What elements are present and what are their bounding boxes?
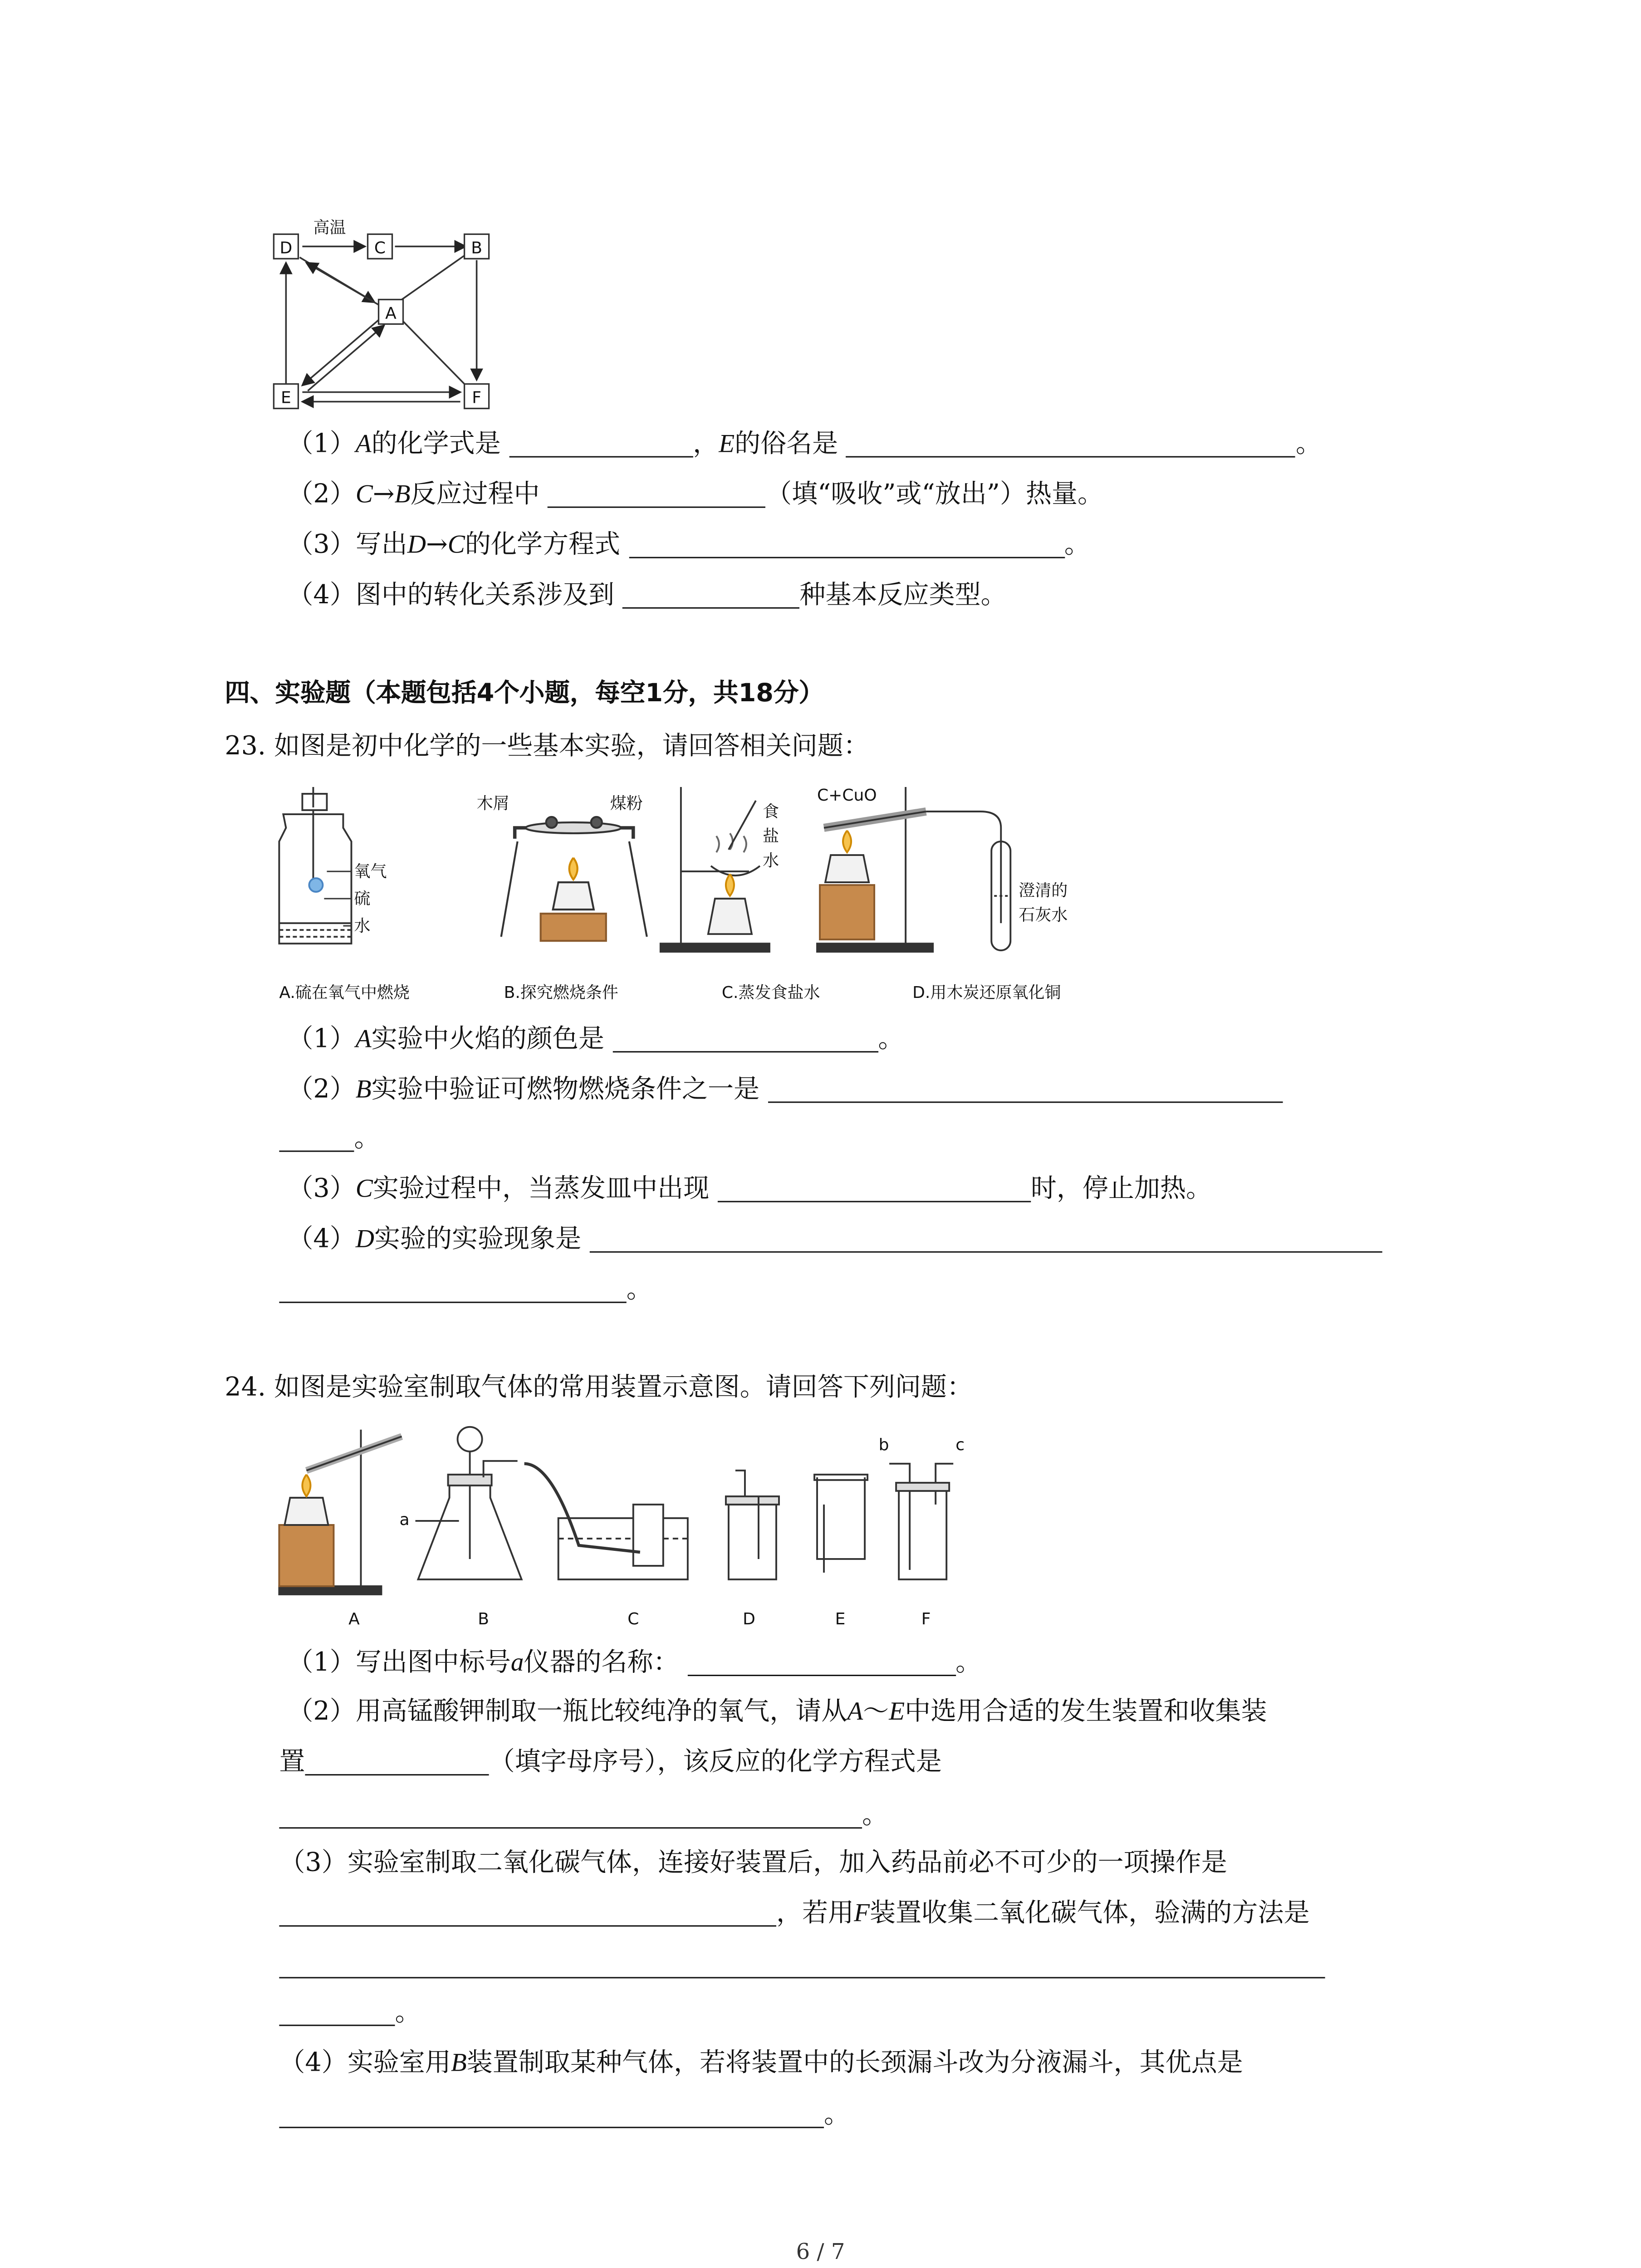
- q24-stem: 24. 如图是实验室制取气体的常用装置示意图。请回答下列问题：: [225, 1372, 973, 1403]
- answer-blank[interactable]: [279, 1950, 1325, 1978]
- q24-line-2c: 。: [279, 1797, 888, 1833]
- q24-line-3d: 。: [279, 1994, 421, 2030]
- caption-d: D.用木炭还原氧化铜: [912, 983, 1061, 1002]
- label-salt-2: 盐: [762, 827, 779, 846]
- answer-blank[interactable]: [589, 1224, 1382, 1253]
- caption-c: C.蒸发食盐水: [721, 983, 820, 1002]
- q24-line-4b: 。: [279, 2097, 850, 2132]
- answer-blank[interactable]: [548, 479, 766, 508]
- answer-blank[interactable]: [279, 1123, 354, 1152]
- answer-blank[interactable]: [279, 1275, 626, 1303]
- answer-blank[interactable]: [279, 1800, 862, 1828]
- jar-apparatus: [279, 787, 351, 943]
- answer-blank[interactable]: [279, 1997, 395, 2026]
- answer-blank[interactable]: [305, 1747, 489, 1775]
- label-salt-1: 食: [762, 802, 779, 821]
- label-salt-3: 水: [762, 851, 779, 870]
- answer-blank[interactable]: [628, 530, 1064, 558]
- q23-line-2: （2）B实验中验证可燃物燃烧条件之一是: [287, 1071, 1283, 1108]
- node-c: C: [374, 239, 386, 258]
- answer-blank[interactable]: [279, 2100, 824, 2128]
- node-b: B: [471, 239, 482, 258]
- label-limewater-2: 石灰水: [1019, 906, 1068, 925]
- q23-line-3: （3）C实验过程中，当蒸发皿中出现 时，停止加热。: [287, 1173, 1212, 1204]
- q23-line-1: （1）A实验中火焰的颜色是 。: [287, 1024, 904, 1054]
- answer-blank[interactable]: [612, 1024, 878, 1052]
- label-coal-powder: 煤粉: [610, 794, 643, 813]
- q24-line-3b: ，若用F装置收集二氧化碳气体，验满的方法是: [279, 1895, 1309, 1932]
- answer-blank[interactable]: [768, 1074, 1283, 1103]
- caption-apparatus-e: E: [835, 1610, 846, 1629]
- label-b: b: [878, 1435, 889, 1454]
- answer-blank[interactable]: [717, 1173, 1030, 1202]
- q22-line-2: （2）C→B反应过程中 （填“吸收”或“放出”）热量。: [287, 479, 1104, 509]
- node-d: D: [279, 239, 293, 258]
- label-a: a: [399, 1510, 410, 1529]
- q24-line-2: （2）用高锰酸钾制取一瓶比较纯净的氧气，请从A～E中选用合适的发生装置和收集装: [287, 1696, 1267, 1727]
- node-f: F: [472, 388, 481, 407]
- q23-line-4b: 。: [279, 1272, 652, 1307]
- tripod-apparatus: [501, 817, 647, 941]
- conversion-diagram: [272, 218, 504, 415]
- label-sulfur: 硫: [354, 890, 371, 909]
- page-number: 6 / 7: [796, 2238, 845, 2264]
- q23-stem: 23. 如图是初中化学的一些基本实验，请回答相关问题：: [225, 731, 869, 761]
- q24-line-4: （4）实验室用B装置制取某种气体，若将装置中的长颈漏斗改为分液漏斗，其优点是: [279, 2048, 1243, 2078]
- q24-line-1: （1）写出图中标号a仪器的名称： 。: [287, 1647, 982, 1678]
- answer-blank[interactable]: [279, 1898, 776, 1926]
- caption-apparatus-a: A: [348, 1610, 360, 1629]
- evaporation-apparatus: [661, 787, 769, 952]
- label-limewater-1: 澄清的: [1019, 881, 1068, 900]
- q24-line-2b: 置 （填字母序号），该反应的化学方程式是: [279, 1747, 942, 1777]
- label-c-cuo: C+CuO: [817, 786, 877, 805]
- q23-figure: [272, 787, 1117, 1012]
- caption-b: B.探究燃烧条件: [504, 983, 618, 1002]
- caption-apparatus-f: F: [921, 1610, 931, 1629]
- caption-apparatus-d: D: [743, 1610, 755, 1629]
- answer-blank[interactable]: [509, 429, 693, 458]
- q24-figure: [279, 1423, 987, 1627]
- q24-line-3: （3）实验室制取二氧化碳气体，连接好装置后，加入药品前必不可少的一项操作是: [279, 1848, 1227, 1878]
- node-a: A: [385, 304, 397, 323]
- label-oxygen: 氧气: [354, 862, 387, 881]
- q22-line-1: （1）A的化学式是 ，E的俗名是 。: [287, 429, 1322, 459]
- q23-line-2b: 。: [279, 1120, 380, 1156]
- node-e: E: [280, 388, 291, 407]
- section-title: 四、实验题（本题包括4个小题，每空1分，共18分）: [225, 679, 824, 708]
- caption-a: A.硫在氧气中燃烧: [279, 983, 410, 1002]
- caption-apparatus-c: C: [627, 1610, 639, 1629]
- caption-apparatus-b: B: [478, 1610, 489, 1629]
- q23-line-4: （4）D实验的实验现象是: [287, 1222, 1382, 1258]
- label-gaowen: 高温: [313, 218, 346, 237]
- label-water: 水: [354, 917, 371, 936]
- reduction-apparatus: [817, 787, 1010, 952]
- answer-blank[interactable]: [622, 580, 799, 609]
- label-sawdust: 木屑: [476, 794, 509, 813]
- answer-blank[interactable]: [846, 429, 1296, 458]
- q22-line-4: （4）图中的转化关系涉及到 种基本反应类型。: [287, 580, 1007, 610]
- label-c: c: [955, 1435, 965, 1454]
- q22-line-3: （3）写出D→C的化学方程式 。: [287, 529, 1090, 560]
- q24-line-3c: [279, 1947, 1325, 1982]
- answer-blank[interactable]: [687, 1647, 955, 1676]
